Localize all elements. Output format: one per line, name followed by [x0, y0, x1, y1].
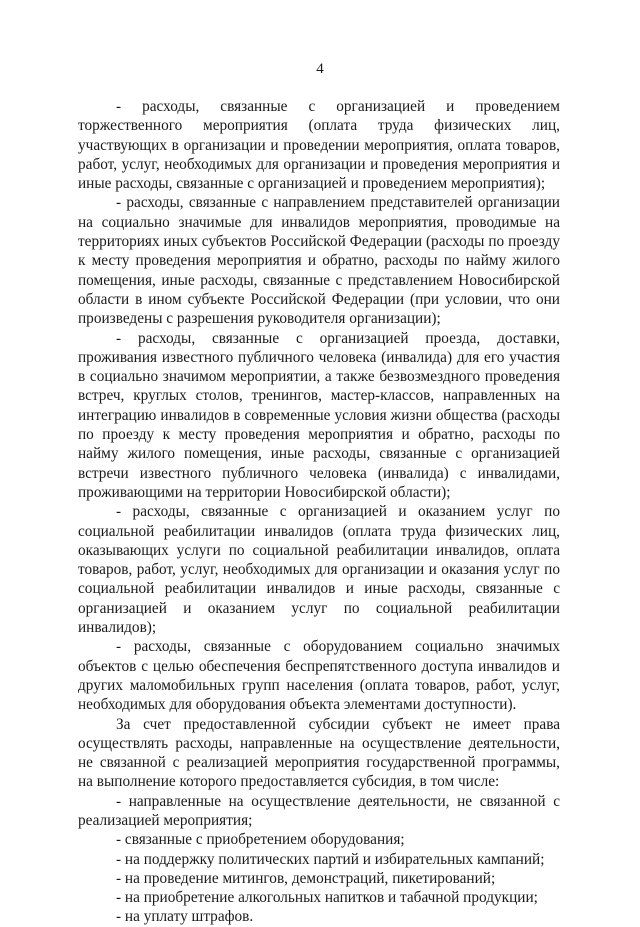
paragraph-accessibility-equipment-expenses: - расходы, связанные с оборудованием социально значимых объектов с целью обеспечения беспрепятственного доступа инвалидов и других маломобильных групп населения (оплата товаров, работ, услуг, необходимых для оборудования объекта элементами доступности). — [78, 638, 560, 714]
paragraph-rehabilitation-expenses: - расходы, связанные с организацией и оказанием услуг по социальной реабилитации инвалидов (оплата труда физических лиц, оказывающих услуги по социальной реабилитации инвалидов, оплата товаров, работ, услуг, необходимых для организации и оказания услуг по социальной реабилитации инвалидов и иные расходы, связанные с организацией и оказанием услуг по социальной реабилитации инвалидов); — [78, 503, 560, 637]
paragraph-subsidy-restrictions: За счет предоставленной субсидии субъект не имеет права осуществлять расходы, направленные на осуществление деятельности, не связанной с реализацией мероприятия государственной программы, на выполнение которого предоставляется субсидия, в том числе: — [78, 715, 560, 791]
list-item-equipment-purchase: - связанные с приобретением оборудования; — [116, 831, 405, 849]
paragraph-ceremonial-event-expenses: - расходы, связанные с организацией и проведением торжественного мероприятия (оплата труда физических лиц, участвующих в организации и проведении мероприятия, оплата товаров, работ, услуг, необходимых для организации и проведения мероприятия и иные расходы, связанные с организацией и проведением мероприятия); — [78, 98, 560, 193]
document-body — [78, 97, 560, 927]
paragraph-public-person-expenses: - расходы, связанные с организацией проезда, доставки, проживания известного публичного человека (инвалида) для его участия в социально значимом мероприятии, а также безвозмездного проведения встреч, круглых столов, тренингов, мастер-классов, направленных на интеграцию инвалидов в современные условия жизни общества (расходы по проезду к месту проведения мероприятия и обратно, расходы по найму жилого помещения, иные расходы, связанные с организацией встречи известного публичного человека (инвалида) с инвалидами, проживающими на территории Новосибирской области); — [78, 329, 560, 501]
list-item-alcohol-tobacco: - на приобретение алкогольных напитков и табачной продукции; — [116, 889, 538, 907]
page-number: 4 — [316, 61, 324, 77]
list-item-fines: - на уплату штрафов. — [116, 908, 254, 926]
paragraph-delegation-expenses: - расходы, связанные с направлением представителей организации на социально значимые для инвалидов мероприятия, проводимые на территориях иных субъектов Российской Федерации (расходы по проезду к месту проведения мероприятия и обратно, расходы по найму жилого помещения, иные расходы, связанные с представлением Новосибирской области в ином субъекте Российской Федерации (при условии, что они произведены с разрешения руководителя организации); — [78, 194, 560, 328]
list-item-rallies: - на проведение митингов, демонстраций, пикетирований; — [116, 869, 496, 887]
list-item-political-support: - на поддержку политических партий и избирательных кампаний; — [116, 850, 545, 868]
paragraph-unrelated-activity: - направленные на осуществление деятельности, не связанной с реализацией мероприятия; — [78, 792, 560, 829]
